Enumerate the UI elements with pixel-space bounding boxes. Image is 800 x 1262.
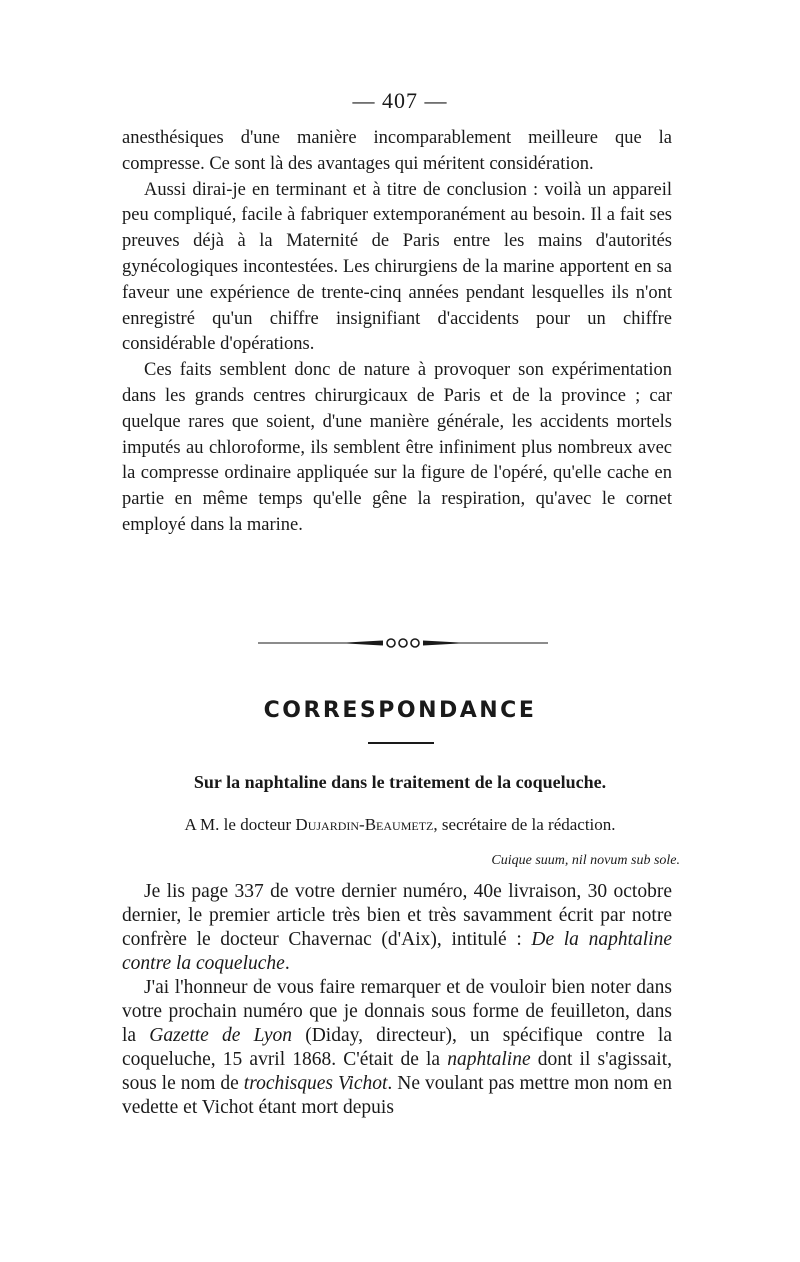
page-number: — 407 — <box>352 88 448 113</box>
epigraph: Cuique suum, nil novum sub sole. <box>491 853 680 868</box>
text-run: dont il s'agissait, sous le nom de <box>122 1049 672 1094</box>
addressee-name: Dujardin-Beaumetz <box>295 815 434 834</box>
addressee-prefix: A M. le docteur <box>184 815 292 834</box>
text-run: J'ai l'honneur de vous faire remarquer et de vouloir bien noter dans votre prochain numéro que je donnais sous forme de feuilleton, dans la <box>122 977 672 1046</box>
italic-run: trochisques Vichot <box>243 1073 388 1094</box>
article-title: Sur la naphtaline dans le traitement de la coqueluche. <box>193 772 607 792</box>
addressee-suffix: , secrétaire de la rédaction. <box>433 815 616 834</box>
paragraph: anesthésiques d'une manière incomparablement meilleure que la compresse. Ce sont là des avantages qui méritent considération. <box>122 128 672 174</box>
letter-text <box>122 880 672 1120</box>
text-run: . <box>284 953 290 974</box>
opening-text <box>122 126 672 539</box>
text-run: (Diday, directeur), un spécifique contre la coqueluche, 15 avril 1868. C'était de la <box>122 1025 672 1070</box>
italic-run: Gazette de Lyon <box>149 1025 293 1046</box>
italic-run: De la naphtaline contre la coqueluche <box>122 929 672 974</box>
addressee-line <box>0 815 800 835</box>
section-heading: CORRESPONDANCE <box>263 698 537 723</box>
text-run: Je lis page 337 de votre dernier numéro, 40e livraison, 30 octobre dernier, le premier article très bien et très savamment écrit par notre confrère le docteur Chavernac (d'Aix), intitulé : <box>122 881 672 950</box>
heading-rule <box>368 742 434 744</box>
ornament-divider <box>258 637 548 649</box>
paragraph: Aussi dirai-je en terminant et à titre de conclusion : voilà un appareil peu compliqué, facile à fabriquer extemporanément au besoin. Il a fait ses preuves déjà à la Maternité de Paris entre les mains d'autorités gynécologiques incontestées. Les chirurgiens de la marine apportent en sa faveur une expérience de trente-cinq années pendant lesquelles ils n'ont enregistré qu'un chiffre insignifiant d'accidents pour un chiffre considérable d'opérations. <box>122 179 672 355</box>
paragraph: Ces faits semblent donc de nature à provoquer son expérimentation dans les grands centres chirurgicaux de Paris et de la province ; car quelque rares que soient, d'une manière générale, les accidents mortels imputés au chloroforme, ils semblent être infiniment plus nombreux avec la compresse ordinaire appliquée sur la figure de l'opéré, qu'elle cache en partie en même temps qu'elle gêne la respiration, qu'avec le cornet employé dans la marine. <box>122 360 672 535</box>
letter-paragraph <box>122 880 672 976</box>
italic-run: naphtaline <box>447 1049 531 1070</box>
letter-paragraph <box>122 976 672 1120</box>
text-run: . Ne voulant pas mettre mon nom en vedette et Vichot étant mort depuis <box>122 1073 672 1118</box>
